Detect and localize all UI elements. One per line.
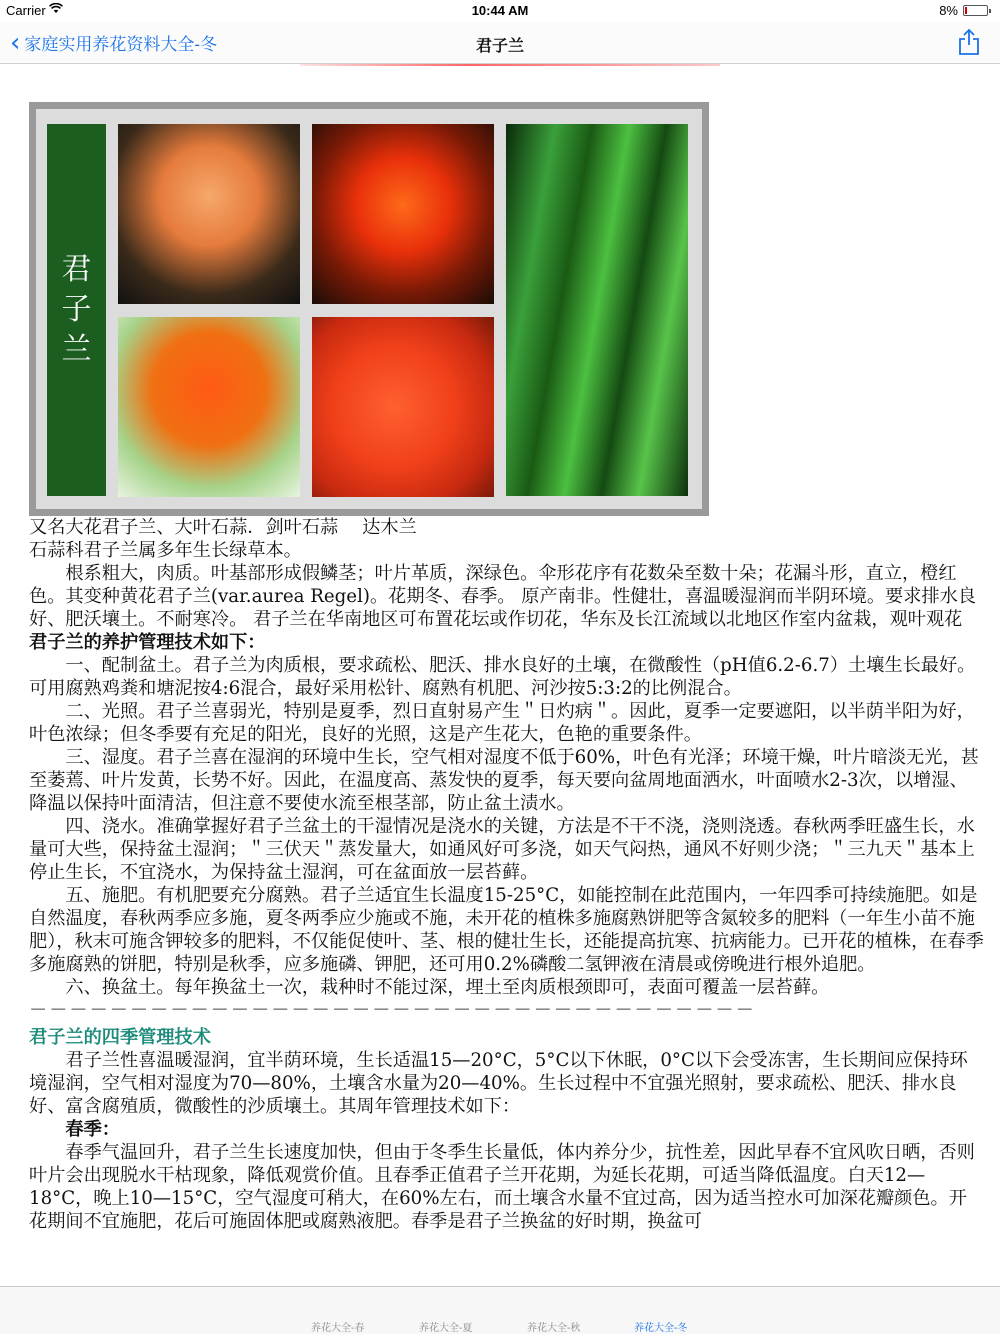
family-text: 石蒜科君子兰属多年生长绿草本。 bbox=[29, 540, 302, 561]
seasonal-care-heading: 君子兰的四季管理技术 bbox=[29, 1027, 211, 1048]
poster-label-char: 子 bbox=[61, 292, 92, 327]
battery-percent: 8% bbox=[939, 3, 958, 18]
clivia-poster-image bbox=[29, 102, 709, 516]
seasonal-intro-paragraph: 君子兰性喜温暖湿润，宜半荫环境，生长适温15—20°C，5°C以下休眠，0°C以下会受冻害，生长期间应保持环境湿润，空气相对湿度为70—80%，土壤含水量为20—40%。生长过程中不宜强光照射，要求疏松、肥沃、排水良好、富含腐殖质，微酸性的沙质壤土。其周年管理技术如下： bbox=[29, 1050, 968, 1117]
clivia-flower-cluster-photo bbox=[118, 124, 300, 304]
status-bar bbox=[0, 0, 1000, 22]
care-step-light: 二、光照。君子兰喜弱光，特别是夏季，烈日直射易产生＂日灼病＂。因此，夏季一定要遮阳，以半荫半阳为好，叶色浓绿；但冬季要有充足的阳光，良好的光照，这是产生花大，色艳的重要条件。 bbox=[29, 701, 975, 745]
tab-autumn[interactable]: 养花大全-秋 bbox=[527, 1323, 581, 1334]
poster-label-char: 兰 bbox=[61, 332, 92, 367]
clivia-leaves-photo bbox=[506, 124, 688, 496]
back-button-label: 家庭实用养花资料大全-冬 bbox=[24, 35, 218, 54]
care-heading: 君子兰的养护管理技术如下： bbox=[29, 632, 266, 653]
poster-label bbox=[47, 124, 106, 496]
poster-label-char: 君 bbox=[61, 252, 92, 287]
bottom-tab-bar bbox=[0, 1286, 1000, 1334]
carrier-label: Carrier bbox=[6, 3, 46, 18]
care-step-repotting: 六、换盆土。每年换盆土一次，栽种时不能过深，埋土至肉质根颈即可，表面可覆盖一层苔藓。 bbox=[65, 977, 830, 998]
clivia-orange-flower-photo bbox=[118, 317, 300, 497]
tab-summer[interactable]: 养花大全-夏 bbox=[419, 1323, 473, 1334]
battery-icon bbox=[963, 5, 988, 16]
navigation-bar bbox=[0, 22, 1000, 64]
tab-spring[interactable]: 养花大全-春 bbox=[311, 1323, 365, 1334]
care-step-soil: 一、配制盆土。君子兰为肉质根，要求疏松、肥沃、排水良好的土壤，在微酸性（pH值6.2-6.7）土壤生长最好。可用腐熟鸡粪和塘泥按4:6混合，最好采用松针、腐熟有机肥、河沙按5:3:2的比例混合。 bbox=[29, 655, 976, 699]
page-title: 君子兰 bbox=[475, 38, 524, 55]
alias-text: 又名大花君子兰、大叶石蒜．剑叶石蒜 达木兰 bbox=[29, 517, 417, 538]
header-banner-fragment bbox=[300, 64, 720, 66]
spring-label: 春季 bbox=[65, 1119, 102, 1140]
care-step-watering: 四、浇水。准确掌握好君子兰盆土的干湿情况是浇水的关键，方法是不干不浇，浇则浇透。春秋两季旺盛生长，水量可大些，保持盆土湿润；＂三伏天＂蒸发量大，如通风好可多浇，如天气闷热，通风不好则少浇；＂三九天＂基本上停止生长，不宜浇水，为保持盆土湿润，可在盆面放一层苔藓。 bbox=[29, 816, 975, 883]
share-icon[interactable] bbox=[956, 28, 982, 56]
care-step-humidity: 三、湿度。君子兰喜在湿润的环境中生长，空气相对湿度不低于60%，叶色有光泽；环境干燥，叶片暗淡无光，甚至萎蔫、叶片发黄，长势不好。因此，在温度高、蒸发快的夏季，每天要向盆周地面洒水，叶面喷水2-3次，以增湿、降温以保持叶面清洁，但注意不要使水流至根茎部，防止盆土渍水。 bbox=[29, 747, 979, 814]
chevron-left-icon: ‹ bbox=[10, 27, 21, 58]
spring-colon: ： bbox=[101, 1119, 120, 1140]
spring-paragraph: 春季气温回升，君子兰生长速度加快，但由于冬季生长量低，体内养分少，抗性差，因此早春不宜风吹日晒，否则叶片会出现脱水干枯现象，降低观赏价值。且春季正值君子兰开花期，为延长花期，可适当降低温度。白天12—18°C，晚上10—15°C，空气湿度可稍大，在60%左右，而土壤含水量不宜过高，因为适当控水可加深花瓣颜色。开花期间不宜施肥，花后可施固体肥或腐熟液肥。春季是君子兰换盆的好时期，换盆可 bbox=[29, 1142, 975, 1232]
clock: 10:44 AM bbox=[471, 3, 529, 18]
clivia-closeup-photo bbox=[312, 317, 494, 497]
article-body bbox=[29, 516, 984, 1233]
tab-winter[interactable]: 养花大全-冬 bbox=[634, 1323, 688, 1334]
article-scroll-view[interactable] bbox=[0, 64, 1000, 1286]
description-paragraph: 根系粗大，肉质。叶基部形成假鳞茎；叶片革质，深绿色。伞形花序有花数朵至数十朵；花漏斗形，直立，橙红色。其变种黄花君子兰(var.aurea Regel)。花期冬、春季。 原产南非。性健壮，喜温暖湿润而半阴环境。要求排水良好、肥沃壤土。不耐寒冷。 君子兰在华南地区可布置花坛或作切花，华东及长江流域以北地区作室内盆栽，观叶观花 bbox=[29, 563, 976, 630]
divider-line: －－－－－－－－－－－－－－－－－－－－－－－－－－－－－－－－－－－－ bbox=[29, 1000, 756, 1021]
care-step-fertilizing: 五、施肥。有机肥要充分腐熟。君子兰适宜生长温度15-25°C，如能控制在此范围内，一年四季可持续施肥。如是自然温度，春秋两季应多施，夏冬两季应少施或不施，未开花的植株多施腐熟饼肥等含氮较多的肥料（一年生小苗不施肥），秋末可施含钾较多的肥料，不仅能促使叶、茎、根的健壮生长，还能提高抗寒、抗病能力。已开花的植株，在春季多施腐熟的饼肥，特别是秋季，应多施磷、钾肥，还可用0.2%磷酸二氢钾液在清晨或傍晚进行根外追肥。 bbox=[29, 885, 984, 975]
clivia-red-bloom-photo bbox=[312, 124, 494, 304]
